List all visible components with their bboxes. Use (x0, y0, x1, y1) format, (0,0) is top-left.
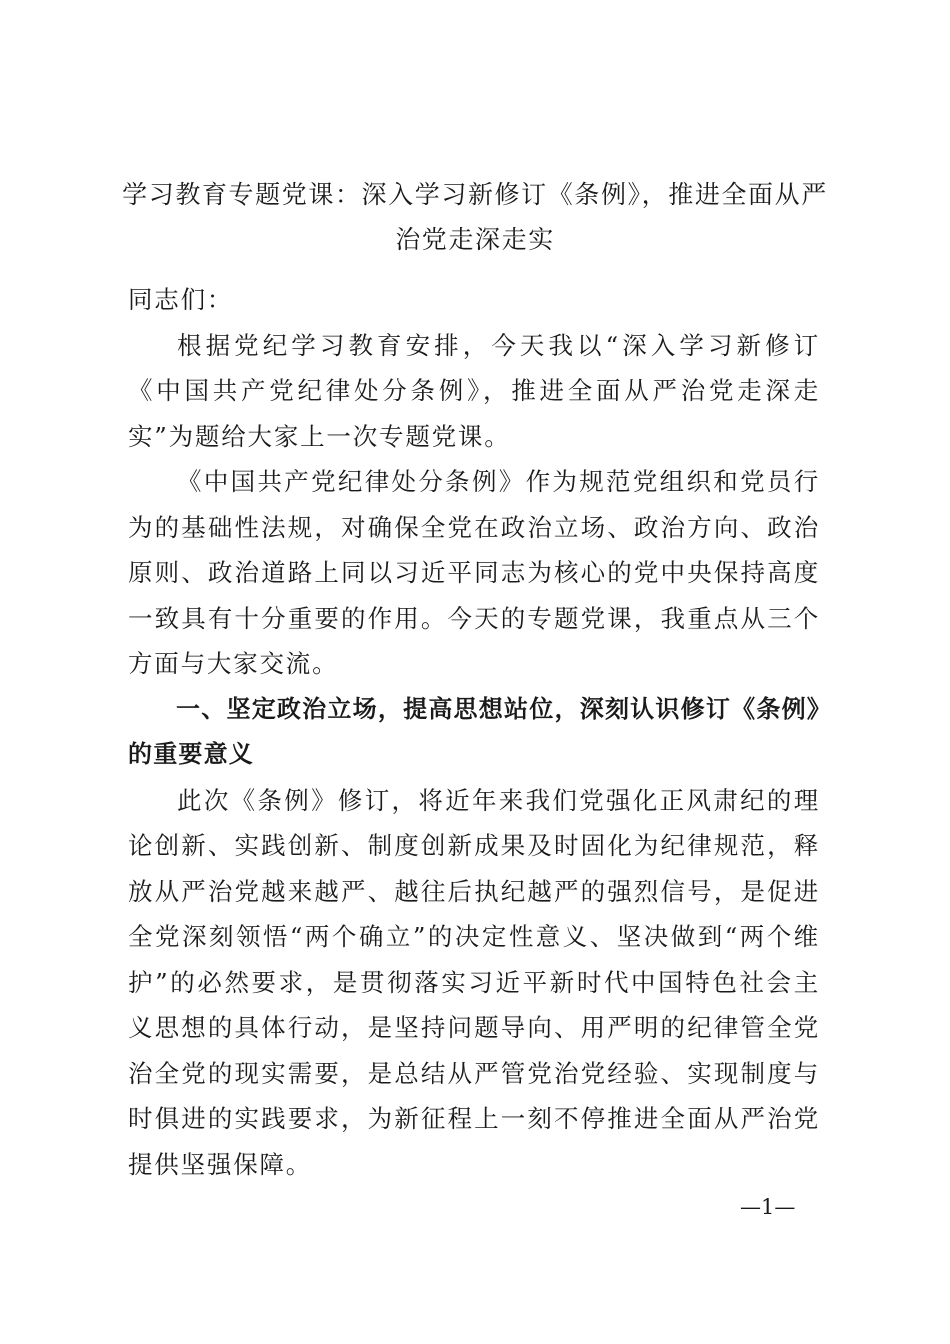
page-number: —1— (740, 1195, 796, 1219)
document-title: 学习教育专题党课：深入学习新修订《条例》，推进全面从严治党走深走实 (122, 180, 828, 254)
context-paragraph: 《中国共产党纪律处分条例》作为规范党组织和党员行为的基础性法规，对确保全党在政治立场、政治方向、政治原则、政治道路上同以习近平同志为核心的党中央保持高度一致具有十分重要的作用。今天的专题党课，我重点从三个方面与大家交流。 (128, 467, 820, 678)
document-body (128, 277, 820, 1187)
section-heading: 一、坚定政治立场，提高思想站位，深刻认识修订《条例》的重要意义 (128, 694, 820, 768)
section-paragraph: 此次《条例》修订，将近年来我们党强化正风肃纪的理论创新、实践创新、制度创新成果及时固化为纪律规范，释放从严治党越来越严、越往后执纪越严的强烈信号，是促进全党深刻领悟“两个确立”的决定性意义、坚决做到“两个维护”的必然要求，是贯彻落实习近平新时代中国特色社会主义思想的具体行动，是坚持问题导向、用严明的纪律管全党治全党的现实需要，是总结从严管党治党经验、实现制度与时俱进的实践要求，为新征程上一刻不停推进全面从严治党提供坚强保障。 (128, 785, 820, 1179)
intro-paragraph: 根据党纪学习教育安排，今天我以“深入学习新修订《中国共产党纪律处分条例》，推进全面从严治党走深走实”为题给大家上一次专题党课。 (128, 330, 820, 451)
salutation: 同志们： (128, 285, 234, 314)
